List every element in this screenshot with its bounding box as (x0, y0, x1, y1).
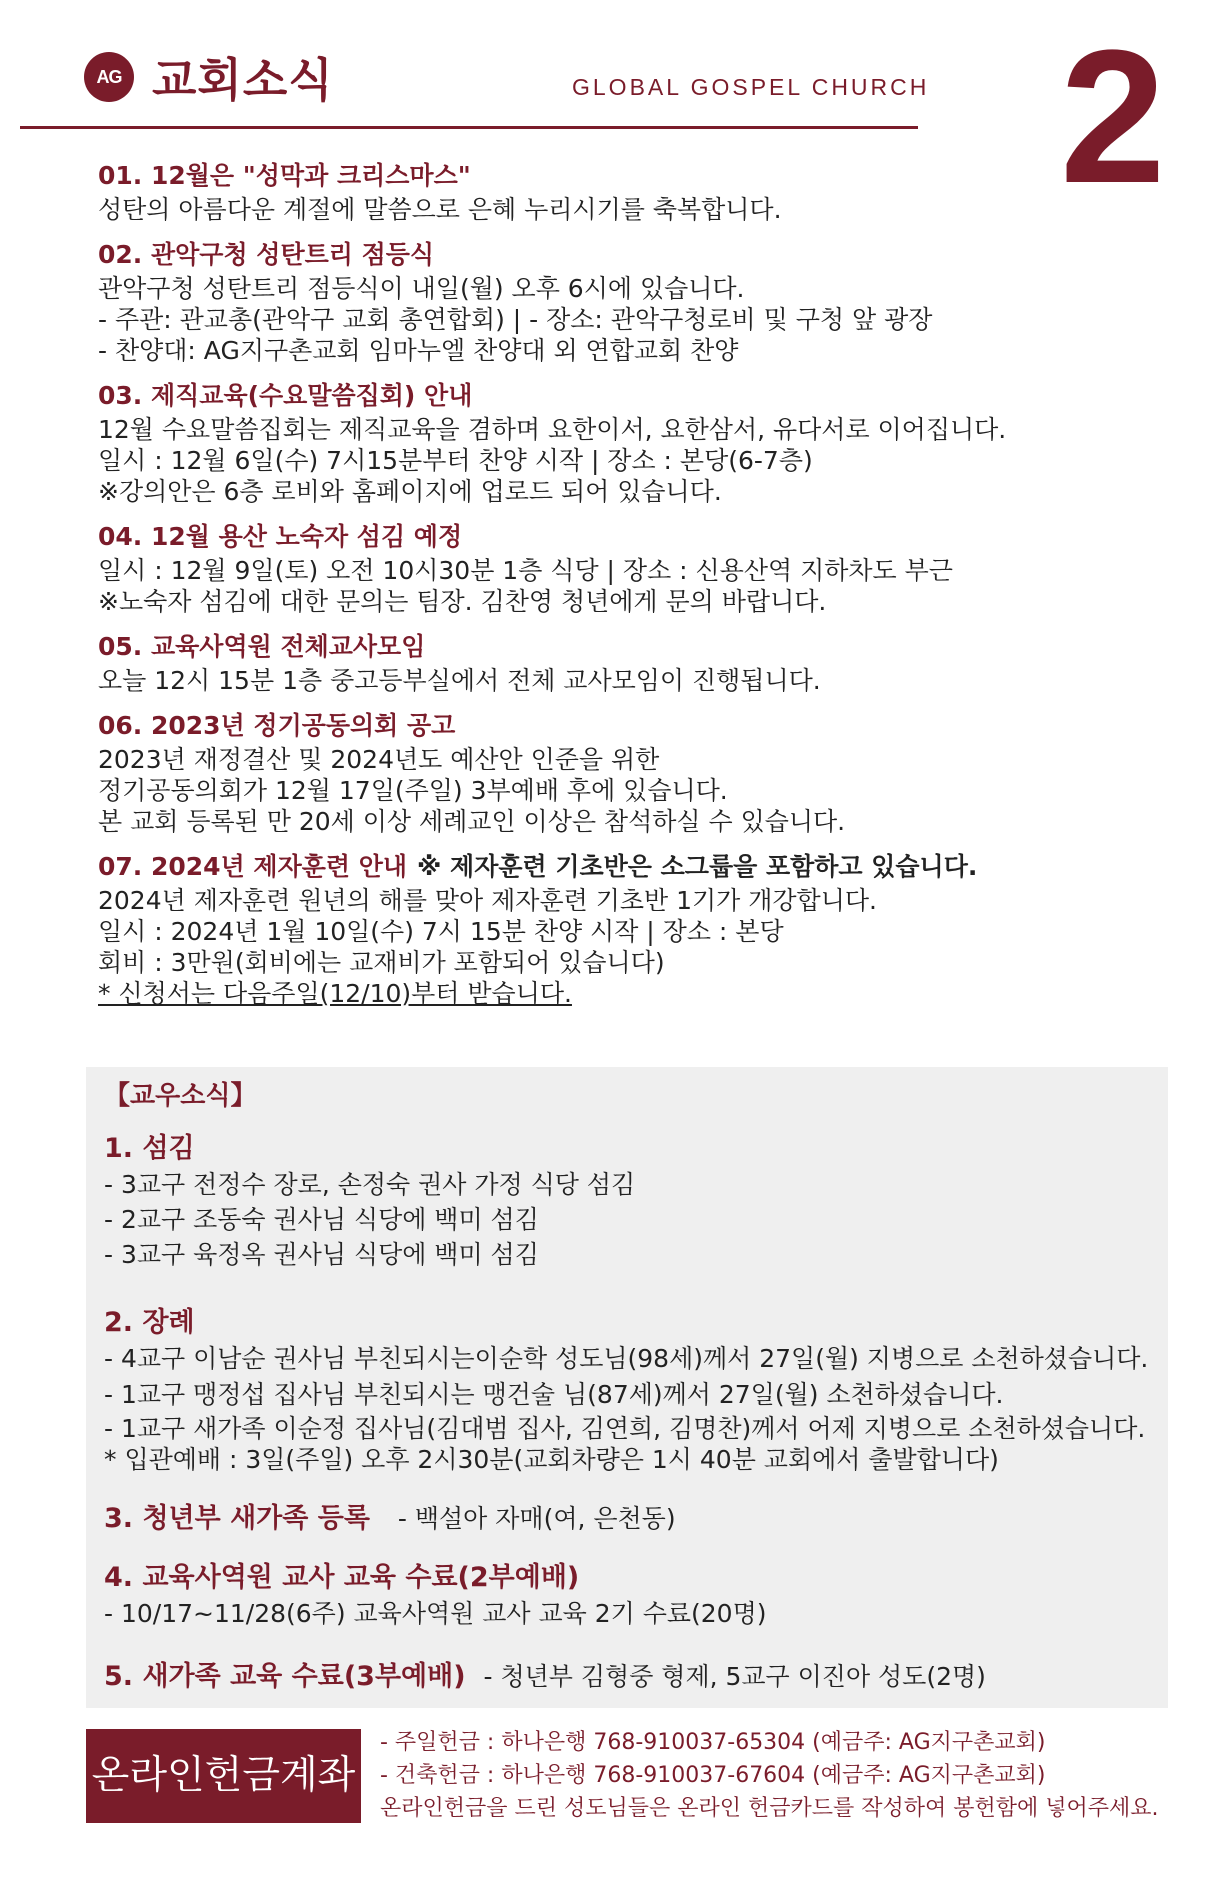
page-title: 교회소식 (152, 53, 334, 107)
bank-line: - 주일헌금 : 하나은행 768-910037-65304 (예금주: AG지구촌교회) (380, 1730, 1046, 1755)
member-section-title: 2. 장례 (104, 1307, 195, 1338)
member-line: - 1교구 새가족 이순정 집사님(김대범 집사, 김연희, 김명찬)께서 어제 지병으로 소천하셨습니다. (104, 1414, 1146, 1443)
member-line: - 3교구 전정수 장로, 손정숙 권사 가정 식당 섬김 (104, 1170, 636, 1199)
member-news-box (86, 1067, 1168, 1708)
news-line: 일시 : 12월 6일(수) 7시15분부터 찬양 시작 | 장소 : 본당(6-7층) (98, 446, 813, 475)
online-offering-label: 온라인헌금계좌 (86, 1729, 361, 1823)
news-line: - 찬양대: AG지구촌교회 임마누엘 찬양대 외 연합교회 찬양 (98, 336, 739, 365)
member-section (104, 1305, 1148, 1475)
news-title-text: 07. 2024년 제자훈련 안내 (98, 852, 408, 881)
member-section (104, 1501, 676, 1537)
member-section-title: 1. 섬김 (104, 1133, 195, 1164)
news-line: 일시 : 12월 9일(토) 오전 10시30분 1층 식당 | 장소 : 신용산역 지하차도 부근 (98, 556, 953, 585)
member-section-title (104, 1659, 986, 1695)
bank-account-info (380, 1726, 1159, 1825)
news-list (98, 158, 1138, 1021)
member-inline-value: - 백설아 자매(여, 은천동) (397, 1504, 676, 1533)
news-line: 12월 수요말씀집회는 제직교육을 겸하며 요한이서, 요한삼서, 유다서로 이어집니다. (98, 415, 1007, 444)
member-section (104, 1131, 635, 1272)
member-line: - 4교구 이남순 권사님 부친되시는이순학 성도님(98세)께서 27일(월) 지병으로 소천하셨습니다. (104, 1344, 1149, 1373)
news-line: 2023년 재정결산 및 2024년도 예산안 인준을 위한 (98, 745, 660, 774)
news-item (98, 708, 1138, 837)
member-line: * 입관예배 : 3일(주일) 오후 2시30분(교회차량은 1시 40분 교회에서 출발합니다) (104, 1445, 999, 1474)
news-item (98, 158, 1138, 225)
bank-line: - 건축헌금 : 하나은행 768-910037-67604 (예금주: AG지구촌교회) (380, 1763, 1046, 1788)
news-line: 오늘 12시 15분 1층 중고등부실에서 전체 교사모임이 진행됩니다. (98, 666, 821, 695)
news-line: 2024년 제자훈련 원년의 해를 맞아 제자훈련 기초반 1기가 개강합니다. (98, 886, 877, 915)
news-item (98, 237, 1138, 366)
member-line: - 10/17~11/28(6주) 교육사역원 교사 교육 2기 수료(20명) (104, 1599, 767, 1628)
member-news-heading: 【교우소식】 (104, 1081, 257, 1111)
member-section-title (104, 1501, 676, 1537)
news-line: - 주관: 관교총(관악구 교회 총연합회) | - 장소: 관악구청로비 및 구청 앞 광장 (98, 305, 933, 334)
member-section-title-text: 3. 청년부 새가족 등록 (104, 1503, 370, 1534)
news-item (98, 378, 1138, 507)
news-title: 03. 제직교육(수요말씀집회) 안내 (98, 381, 473, 410)
news-item (98, 519, 1138, 617)
news-line: 회비 : 3만원(회비에는 교재비가 포함되어 있습니다) (98, 948, 665, 977)
church-logo: AG (84, 52, 134, 102)
page-number: 2 (1060, 11, 1166, 223)
news-item (98, 629, 1138, 696)
header-divider (20, 126, 918, 129)
news-title (98, 849, 1138, 885)
news-note: ※ 제자훈련 기초반은 소그룹을 포함하고 있습니다. (417, 852, 978, 881)
member-line: - 1교구 맹정섭 집사님 부친되시는 맹건술 님(87세)께서 27일(월) 소천하셨습니다. (104, 1380, 1004, 1409)
member-section (104, 1659, 986, 1695)
bank-line: 온라인헌금을 드린 성도님들은 온라인 헌금카드를 작성하여 봉헌함에 넣어주세요. (380, 1796, 1159, 1821)
news-line: 성탄의 아름다운 계절에 말씀으로 은혜 누리시기를 축복합니다. (98, 195, 782, 224)
news-line: 관악구청 성탄트리 점등식이 내일(월) 오후 6시에 있습니다. (98, 274, 745, 303)
news-title: 05. 교육사역원 전체교사모임 (98, 632, 426, 661)
member-section-title: 4. 교육사역원 교사 교육 수료(2부예배) (104, 1562, 580, 1593)
news-title: 04. 12월 용산 노숙자 섬김 예정 (98, 522, 463, 551)
news-title: 02. 관악구청 성탄트리 점등식 (98, 240, 435, 269)
news-line: ※강의안은 6층 로비와 홈페이지에 업로드 되어 있습니다. (98, 477, 722, 506)
news-line: 일시 : 2024년 1월 10일(수) 7시 15분 찬양 시작 | 장소 : 본당 (98, 917, 784, 946)
member-section (104, 1560, 766, 1632)
news-line: 정기공동의회가 12월 17일(주일) 3부예배 후에 있습니다. (98, 776, 728, 805)
church-name: GLOBAL GOSPEL CHURCH (572, 74, 930, 100)
news-line: 본 교회 등록된 만 20세 이상 세례교인 이상은 참석하실 수 있습니다. (98, 807, 846, 836)
news-line: * 신청서는 다음주일(12/10)부터 받습니다. (98, 979, 572, 1008)
member-inline-value: - 청년부 김형중 형제, 5교구 이진아 성도(2명) (483, 1662, 986, 1691)
news-title: 01. 12월은 "성막과 크리스마스" (98, 161, 471, 190)
news-item (98, 849, 1138, 1009)
member-section-title-text: 5. 새가족 교육 수료(3부예배) (104, 1661, 466, 1692)
member-line: - 3교구 육정옥 권사님 식당에 백미 섬김 (104, 1240, 539, 1269)
member-line: - 2교구 조동숙 권사님 식당에 백미 섬김 (104, 1205, 539, 1234)
news-line: ※노숙자 섬김에 대한 문의는 팀장. 김찬영 청년에게 문의 바랍니다. (98, 587, 827, 616)
news-title: 06. 2023년 정기공동의회 공고 (98, 711, 456, 740)
